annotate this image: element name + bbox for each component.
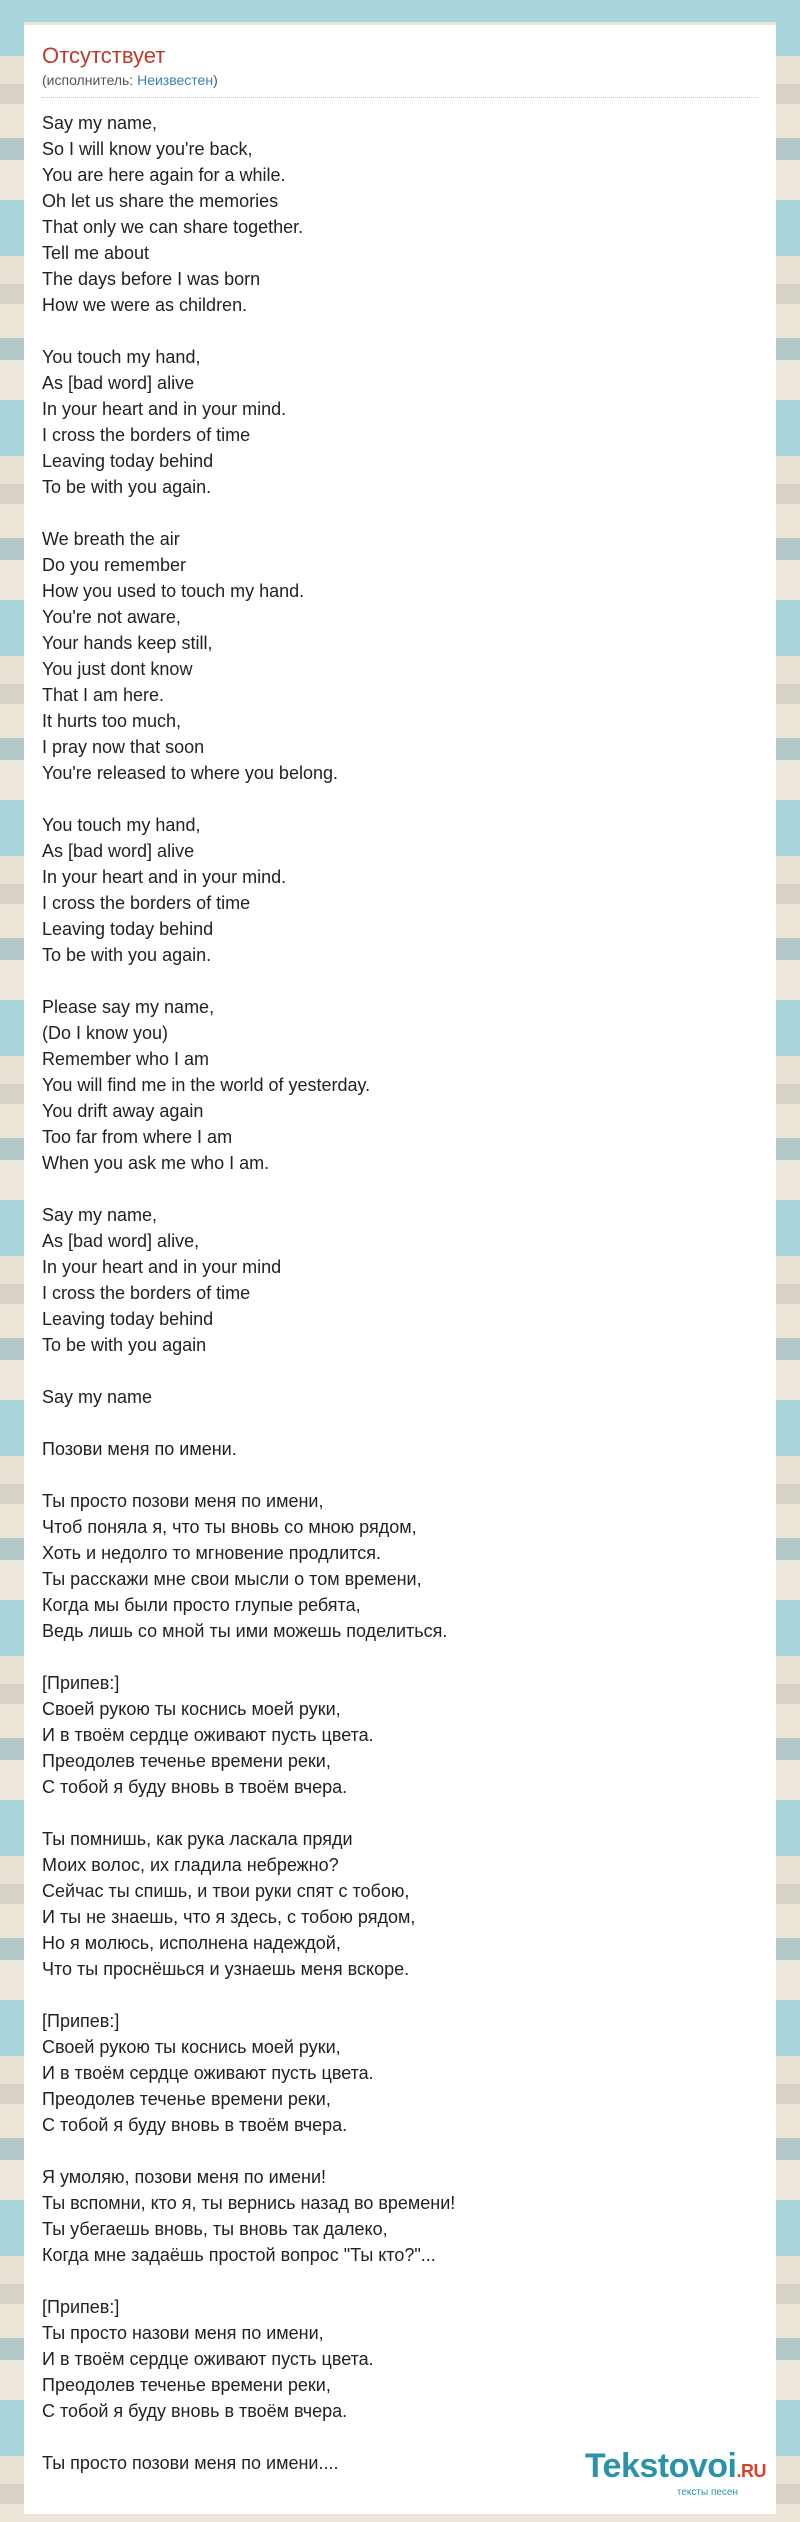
lyric-line bbox=[42, 1800, 758, 1826]
lyric-line: И в твоём сердце оживают пусть цвета. bbox=[42, 2063, 374, 2083]
lyric-line: Ведь лишь со мной ты ими можешь поделиться. bbox=[42, 1621, 448, 1641]
lyric-line: [Припев:] bbox=[42, 2297, 120, 2317]
lyric-line: Say my name bbox=[42, 1387, 153, 1407]
lyric-line: Ты расскажи мне свои мысли о том времени, bbox=[42, 1569, 422, 1589]
lyrics-text bbox=[42, 110, 758, 2476]
lyric-line: Your hands keep still, bbox=[42, 633, 213, 653]
lyric-line: И в твоём сердце оживают пусть цвета. bbox=[42, 2349, 374, 2369]
lyric-line: I pray now that soon bbox=[42, 737, 205, 757]
lyric-line bbox=[42, 2138, 758, 2164]
lyric-line: Что ты проснёшься и узнаешь меня вскоре. bbox=[42, 1959, 410, 1979]
lyric-line: Я умоляю, позови меня по имени! bbox=[42, 2167, 327, 2187]
lyric-line: In your heart and in your mind. bbox=[42, 867, 287, 887]
lyric-line: Хоть и недолго то мгновение продлится. bbox=[42, 1543, 382, 1563]
lyric-line: You touch my hand, bbox=[42, 815, 201, 835]
logo-wordmark bbox=[585, 2448, 766, 2489]
lyric-line: Say my name, bbox=[42, 113, 158, 133]
lyric-line: You touch my hand, bbox=[42, 347, 201, 367]
logo-subtitle: тексты песен bbox=[676, 2487, 738, 2498]
lyric-line: Ты помнишь, как рука ласкала пряди bbox=[42, 1829, 353, 1849]
lyric-line: Позови меня по имени. bbox=[42, 1439, 237, 1459]
lyric-line: И ты не знаешь, что я здесь, с тобою рядом, bbox=[42, 1907, 416, 1927]
lyric-line: That I am here. bbox=[42, 685, 165, 705]
lyric-line: To be with you again bbox=[42, 1335, 207, 1355]
lyric-line: С тобой я буду вновь в твоём вчера. bbox=[42, 2401, 348, 2421]
lyric-line: You just dont know bbox=[42, 659, 193, 679]
lyric-line: To be with you again. bbox=[42, 477, 212, 497]
artist-line bbox=[42, 71, 776, 89]
lyric-line: С тобой я буду вновь в твоём вчера. bbox=[42, 1777, 348, 1797]
lyrics-card bbox=[24, 22, 776, 2514]
song-header bbox=[24, 25, 776, 89]
site-logo[interactable] bbox=[585, 2448, 766, 2498]
lyric-line: Моих волос, их гладила небрежно? bbox=[42, 1855, 339, 1875]
lyric-line: Do you remember bbox=[42, 555, 187, 575]
lyric-line: How you used to touch my hand. bbox=[42, 581, 305, 601]
lyric-line: Чтоб поняла я, что ты вновь со мною рядом, bbox=[42, 1517, 417, 1537]
lyric-line: Ты просто позови меня по имени, bbox=[42, 1491, 324, 1511]
lyric-line: That only we can share together. bbox=[42, 217, 304, 237]
lyric-line: You are here again for a while. bbox=[42, 165, 286, 185]
lyric-line: Сейчас ты спишь, и твои руки спят с тобою, bbox=[42, 1881, 410, 1901]
lyric-line: И в твоём сердце оживают пусть цвета. bbox=[42, 1725, 374, 1745]
lyric-line: In your heart and in your mind. bbox=[42, 399, 287, 419]
artist-prefix: (исполнитель: bbox=[42, 72, 138, 88]
lyric-line: Когда мы были просто глупые ребята, bbox=[42, 1595, 361, 1615]
lyric-line: [Припев:] bbox=[42, 2011, 120, 2031]
lyric-line: Leaving today behind bbox=[42, 1309, 214, 1329]
lyric-line: So I will know you're back, bbox=[42, 139, 253, 159]
lyric-line: Ты вспомни, кто я, ты вернись назад во времени! bbox=[42, 2193, 456, 2213]
lyric-line bbox=[42, 1358, 758, 1384]
lyric-line: Remember who I am bbox=[42, 1049, 210, 1069]
lyric-line bbox=[42, 1982, 758, 2008]
lyric-line: Oh let us share the memories bbox=[42, 191, 279, 211]
lyric-line: Leaving today behind bbox=[42, 451, 214, 471]
lyric-line: As [bad word] alive bbox=[42, 841, 195, 861]
lyric-line: Leaving today behind bbox=[42, 919, 214, 939]
lyric-line: You will find me in the world of yesterday. bbox=[42, 1075, 371, 1095]
lyric-line: I cross the borders of time bbox=[42, 893, 251, 913]
lyric-line: С тобой я буду вновь в твоём вчера. bbox=[42, 2115, 348, 2135]
lyric-line: Преодолев теченье времени реки, bbox=[42, 1751, 331, 1771]
header-divider bbox=[42, 97, 758, 98]
lyric-line: Ты убегаешь вновь, ты вновь так далеко, bbox=[42, 2219, 388, 2239]
lyric-line: When you ask me who I am. bbox=[42, 1153, 270, 1173]
lyric-line: Tell me about bbox=[42, 243, 150, 263]
lyric-line bbox=[42, 1462, 758, 1488]
lyric-line: As [bad word] alive, bbox=[42, 1231, 200, 1251]
lyric-line: Своей рукою ты коснись моей руки, bbox=[42, 2037, 341, 2057]
lyric-line bbox=[42, 1410, 758, 1436]
artist-suffix: ) bbox=[213, 72, 218, 88]
lyric-line: (Do I know you) bbox=[42, 1023, 169, 1043]
lyric-line: I cross the borders of time bbox=[42, 425, 251, 445]
lyric-line bbox=[42, 2268, 758, 2294]
lyric-line: In your heart and in your mind bbox=[42, 1257, 282, 1277]
lyric-line: Say my name, bbox=[42, 1205, 158, 1225]
lyric-line: Please say my name, bbox=[42, 997, 215, 1017]
lyric-line bbox=[42, 1176, 758, 1202]
lyric-line: To be with you again. bbox=[42, 945, 212, 965]
logo-main-text: Tekstovoi bbox=[584, 2447, 737, 2485]
lyric-line: Своей рукою ты коснись моей руки, bbox=[42, 1699, 341, 1719]
song-title: Отсутствует bbox=[42, 43, 166, 68]
logo-tld: .RU bbox=[736, 2461, 766, 2481]
lyric-line bbox=[42, 500, 758, 526]
lyric-line: [Припев:] bbox=[42, 1673, 120, 1693]
lyric-line bbox=[42, 786, 758, 812]
lyric-line: The days before I was born bbox=[42, 269, 261, 289]
lyric-line: You drift away again bbox=[42, 1101, 204, 1121]
lyric-line bbox=[42, 968, 758, 994]
lyric-line: Ты просто назови меня по имени, bbox=[42, 2323, 324, 2343]
lyric-line: Too far from where I am bbox=[42, 1127, 233, 1147]
lyric-line: How we were as children. bbox=[42, 295, 248, 315]
lyric-line bbox=[42, 318, 758, 344]
lyric-line: We breath the air bbox=[42, 529, 180, 549]
lyric-line: You're not aware, bbox=[42, 607, 181, 627]
lyric-line: Преодолев теченье времени реки, bbox=[42, 2089, 331, 2109]
lyric-line: As [bad word] alive bbox=[42, 373, 195, 393]
lyric-line: It hurts too much, bbox=[42, 711, 182, 731]
lyric-line: Но я молюсь, исполнена надеждой, bbox=[42, 1933, 341, 1953]
lyric-line: Ты просто позови меня по имени.... bbox=[42, 2453, 339, 2473]
artist-link[interactable]: Неизвестен bbox=[137, 72, 214, 88]
lyric-line: Преодолев теченье времени реки, bbox=[42, 2375, 331, 2395]
lyric-line: I cross the borders of time bbox=[42, 1283, 251, 1303]
lyric-line: Когда мне задаёшь простой вопрос "Ты кто?"... bbox=[42, 2245, 436, 2265]
lyric-line bbox=[42, 1644, 758, 1670]
lyric-line: You're released to where you belong. bbox=[42, 763, 338, 783]
